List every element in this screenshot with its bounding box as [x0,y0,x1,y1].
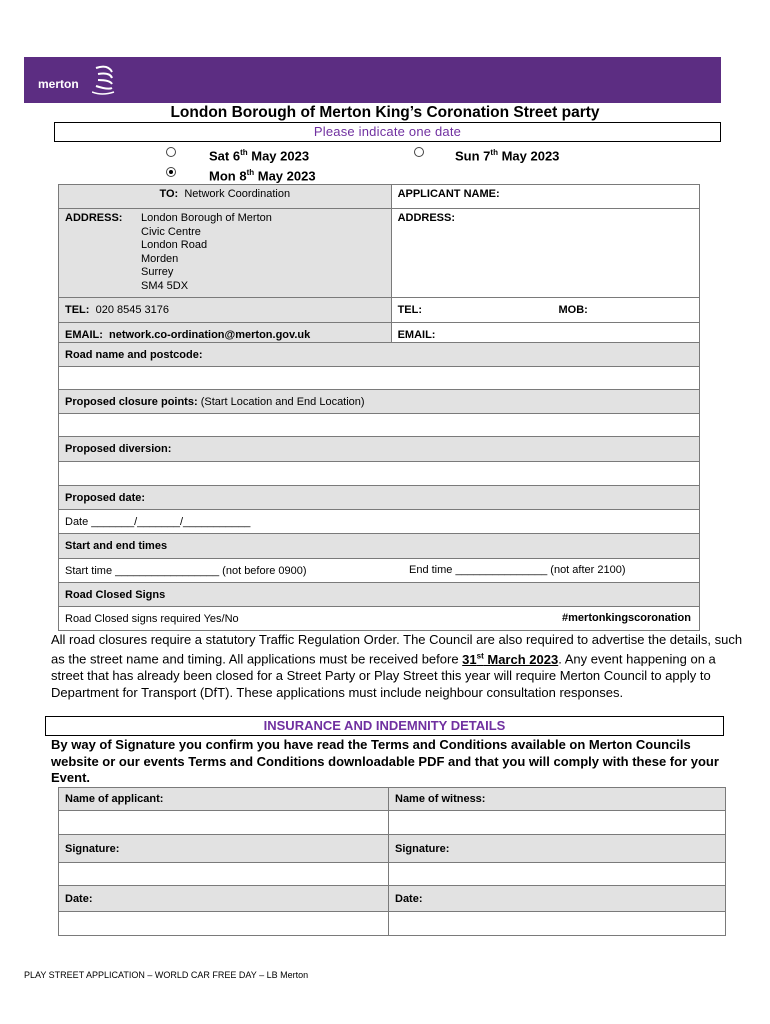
contact-table [58,184,700,349]
option-sun-label: Sun 7th May 2023 [455,148,560,164]
address-label: ADDRESS: [65,212,123,224]
page-footer: PLAY STREET APPLICATION – WORLD CAR FREE DAY – LB Merton [24,970,309,980]
applicant-email-label: EMAIL: [397,329,436,342]
signs-required-field[interactable]: Road Closed signs required Yes/No [65,612,239,625]
date-prompt: Please indicate one date [54,122,721,142]
applicant-tel-label: TEL: [397,303,423,316]
logo-text: merton [38,77,79,91]
insurance-heading: INSURANCE AND INDEMNITY DETAILS [45,716,724,736]
start-time-field[interactable]: Start time _________________ (not before 0900) [65,564,307,577]
witness-date-input[interactable] [389,912,726,936]
road-input[interactable] [59,367,700,390]
deadline-date: 31st March 2023 [462,651,559,667]
to-label: TO: [159,188,179,200]
closure-row [59,390,700,414]
times-row[interactable] [59,559,700,583]
header-banner [24,57,721,103]
diversion-input[interactable] [59,462,700,486]
event-details-table [58,342,700,631]
applicant-mob-label: MOB: [558,303,588,316]
applicant-address-label: ADDRESS: [397,212,456,224]
hashtag-text: #mertonkingscoronation [562,612,691,624]
radio-mon[interactable] [166,167,176,177]
page-title: London Borough of Merton King’s Coronation Street party [170,104,600,121]
radio-sun[interactable] [414,147,424,157]
applicant-name-label: APPLICANT NAME: [397,188,500,200]
email-label: EMAIL: [65,329,103,342]
email-value: network.co-ordination@merton.gov.uk [109,329,311,342]
closure-hint: (Start Location and End Location) [197,395,365,408]
proposed-date-label: Proposed date: [59,486,700,510]
applicant-name-sig-label: Name of applicant: [59,788,389,811]
end-time-field[interactable]: End time _______________ (not after 2100) [409,564,626,576]
option-sat-label: Sat 6th May 2023 [209,148,310,164]
signs-row[interactable] [59,607,700,631]
notice-paragraph: All road closures require a statutory Traffic Regulation Order. The Council are also required to advertise the details, such as the street name and timing. All applications must be received before 31st March 2023. Any event happening on a street that has already been closed for a Street Party or Play Street this year will require Merton Council to apply to Department for Transport (DfT). These applications must include neighbour consultation responses. [51,632,743,700]
tel-value: 020 8545 3176 [95,303,169,316]
witness-name-input[interactable] [389,811,726,835]
closure-label: Proposed closure points: [65,395,198,408]
times-label: Start and end times [59,534,700,559]
applicant-name-input[interactable] [59,811,389,835]
applicant-date-label: Date: [59,886,389,912]
applicant-signature-label: Signature: [59,835,389,863]
signs-label: Road Closed Signs [59,583,700,607]
tel-label: TEL: [65,303,90,316]
radio-sat[interactable] [166,147,176,157]
applicant-signature-input[interactable] [59,863,389,886]
date-line[interactable]: Date _______/_______/___________ [59,510,700,534]
witness-name-label: Name of witness: [389,788,726,811]
road-label: Road name and postcode: [59,343,700,367]
diversion-label: Proposed diversion: [59,437,700,462]
closure-input[interactable] [59,414,700,437]
signature-statement: By way of Signature you confirm you have read the Terms and Conditions available on Merton Councils website or our events Terms and Conditions downloadable PDF and that you will comply with these for your Event. [51,737,719,786]
to-value: Network Coordination [184,188,291,200]
council-address: London Borough of Merton Civic Centre London Road Morden Surrey SM4 5DX [141,212,272,292]
option-mon-label: Mon 8th May 2023 [209,168,316,184]
applicant-date-input[interactable] [59,912,389,936]
signature-table [58,787,726,936]
merton-logo [38,62,118,98]
witness-signature-input[interactable] [389,863,726,886]
logo-swoosh-icon [92,62,118,98]
witness-date-label: Date: [389,886,726,912]
witness-signature-label: Signature: [389,835,726,863]
